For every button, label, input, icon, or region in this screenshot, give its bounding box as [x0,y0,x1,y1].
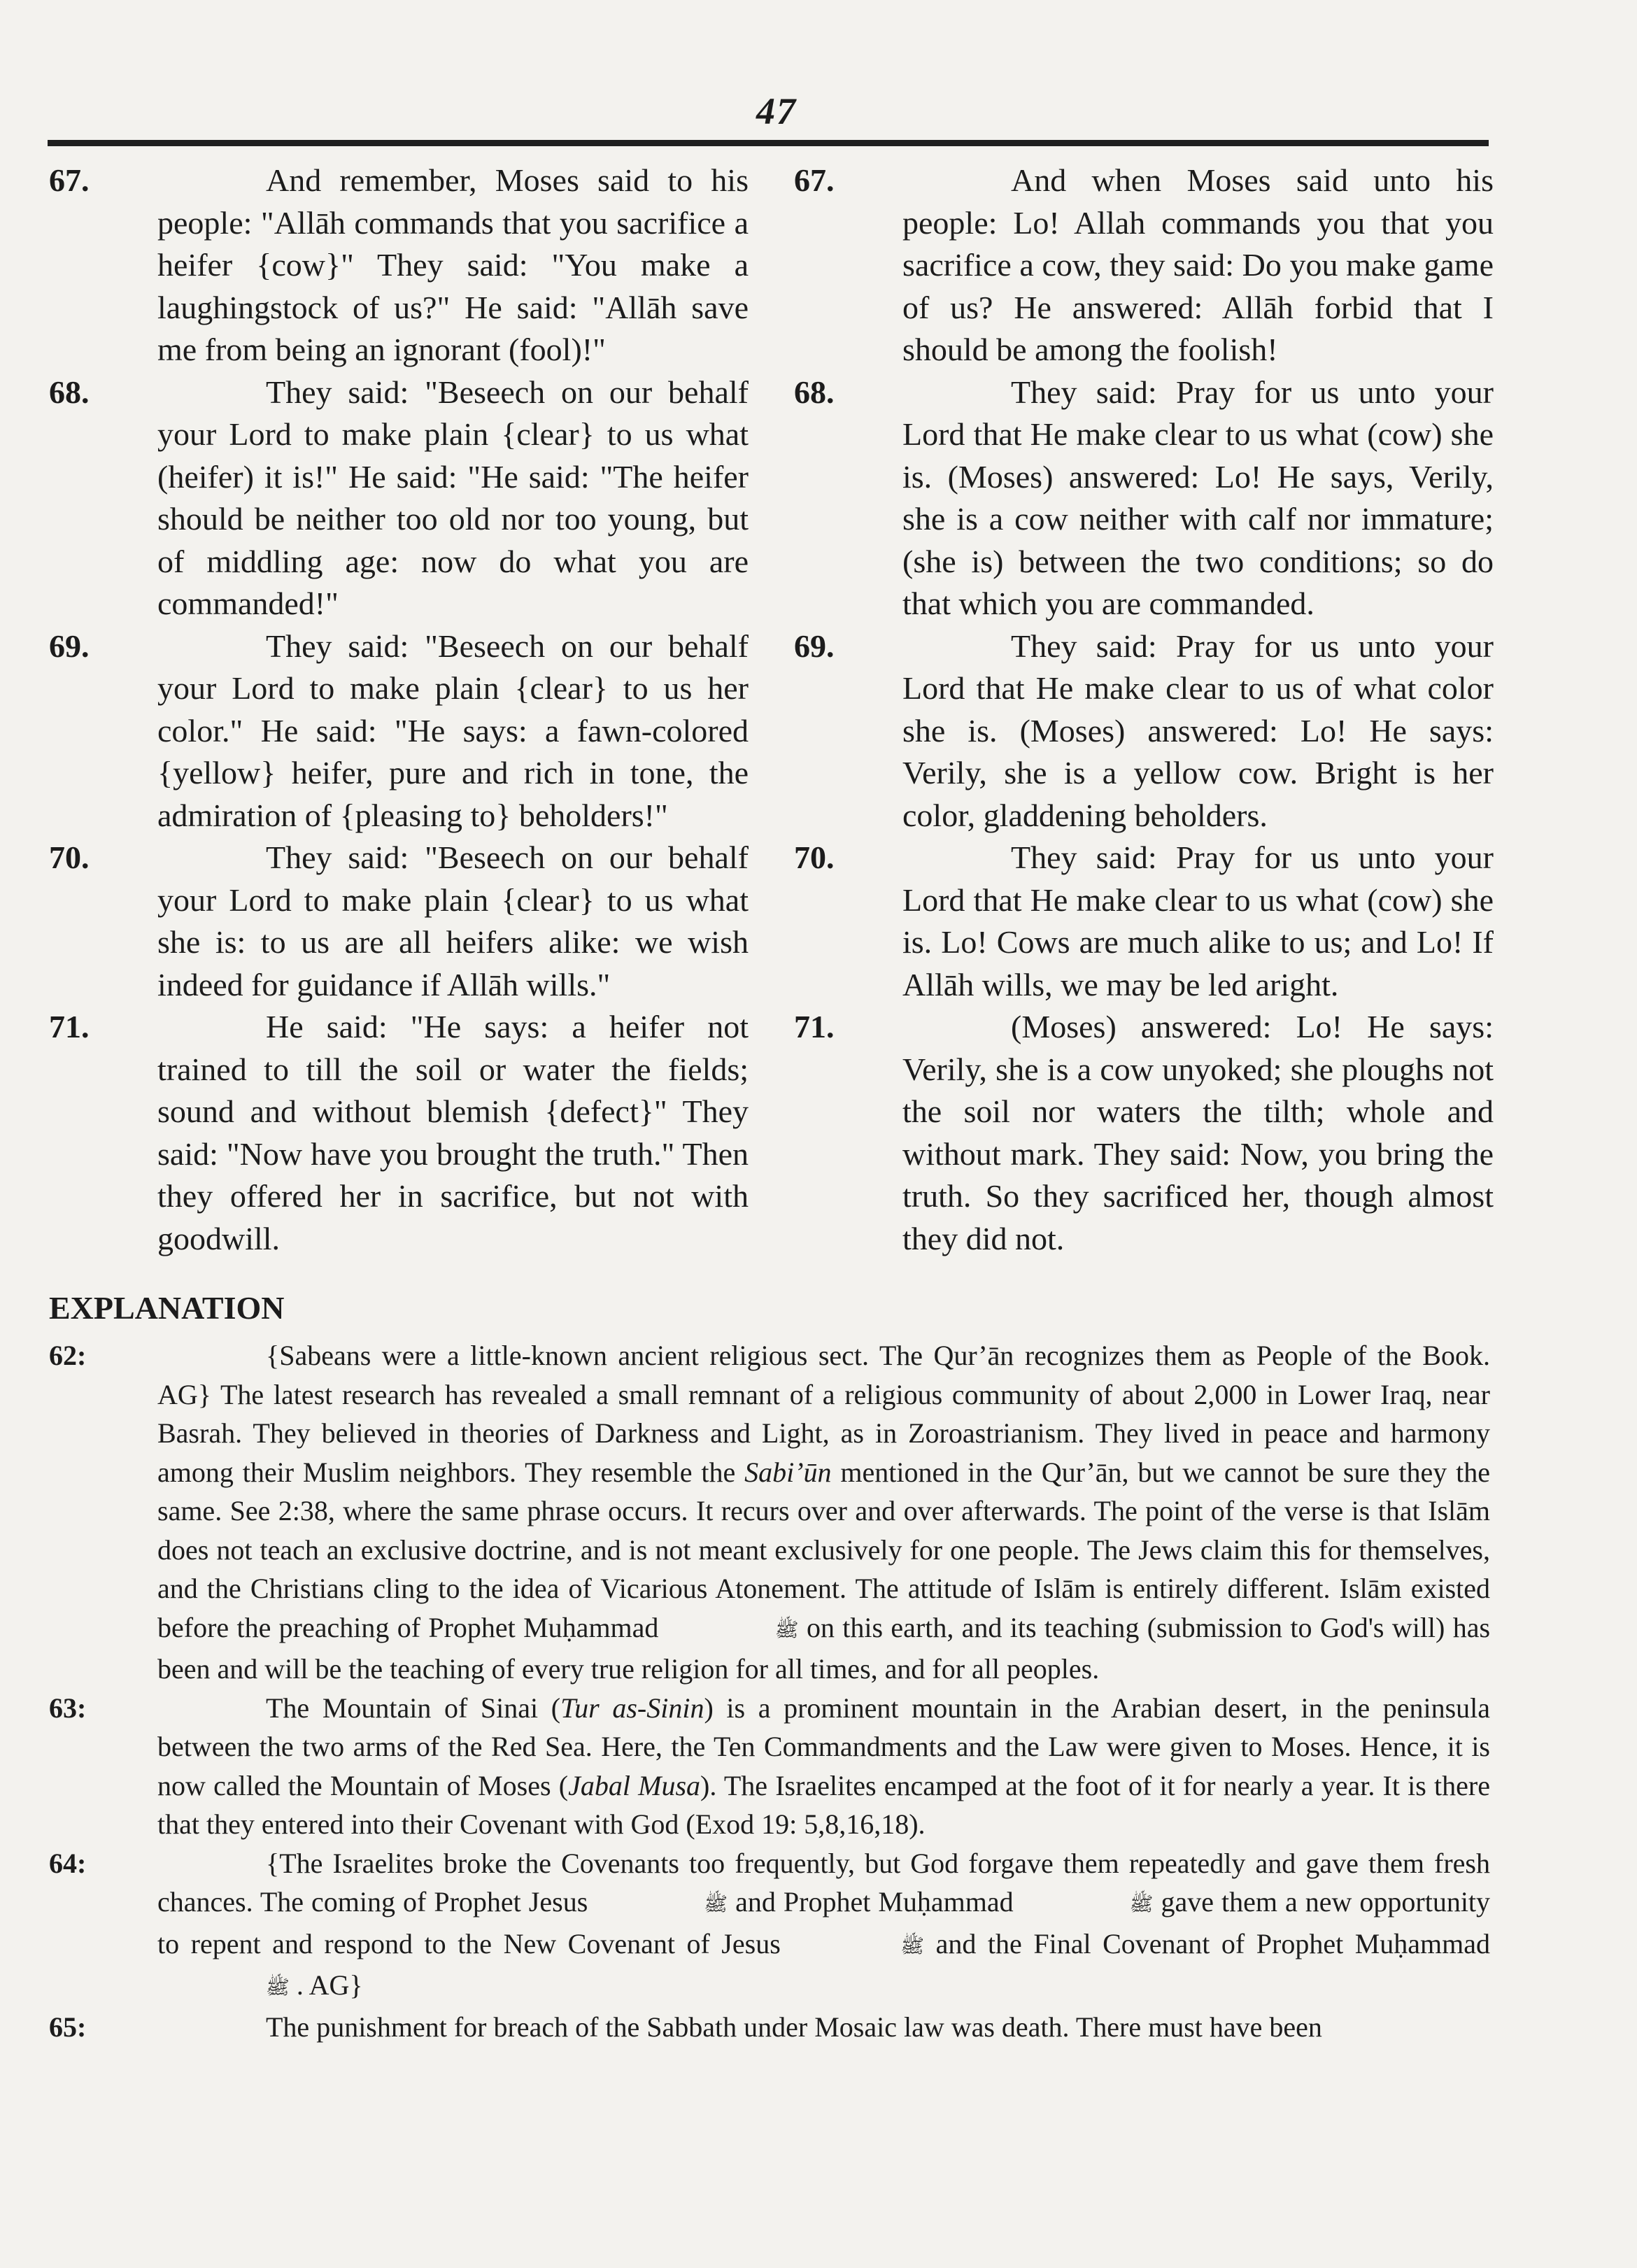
verse-right-67 [794,160,1494,371]
note-number: 64: [49,1847,87,1879]
page-number: 47 [756,90,797,132]
verse-left-68 [49,371,749,625]
verse-left-67 [49,160,749,371]
honorific-glyph-icon: ﷺ [266,1977,290,1999]
verse-text: They said: Pray for us unto your Lord that He make clear to us what (cow) she is. Lo! Cows are much alike to us; and Lo! If Allāh wills, we may be led aright. [902,839,1494,1002]
note-text-part: and Prophet Muḥammad [735,1886,1014,1918]
note-65 [49,2008,1490,2047]
verse-number: 67. [49,162,90,198]
note-number: 63: [49,1692,87,1724]
translation-column-right [794,160,1494,1260]
note-text-part: ). The Israelites encamped at the foot of it for nearly a year. It is there that they entered into their Covenant with God (Exod 19: 5,8,16,18). [157,1769,1490,1841]
note-text-part: mentioned in the Qur’ān, but we cannot be sure they the same. See 2:38, where the same phrase occurs. It recurs over and over afterwards. The point of the verse is that Islām does not teach an exclusive doctrine, and is not meant exclusively for one people. The Jews claim this for themselves, and the Christians cling to the idea of Vicarious Atonement. The attitude of Islām is entirely different. Islām existed before the preaching of Prophet Muḥammad [157,1456,1490,1643]
honorific-glyph-icon: ﷺ [1129,1894,1154,1916]
verse-number: 69. [49,628,90,664]
verse-text: And remember, Moses said to his people: "Allāh commands that you sacrifice a heifer {cow}" They said: "You make a laughingstock of us?" He said: "Allāh save me from being an ignorant (fool)!" [157,162,749,367]
header-rule [48,140,1489,146]
note-text-part: ) is a prominent mountain in the Arabian desert, in the peninsula between the two arms of the Red Sea. Here, the Ten Commandments and the Law were given to Moses. Hence, it is now called the Mountain of Moses ( [157,1692,1491,1801]
explanation-section [49,1289,1490,2046]
note-text-part: The Mountain of Sinai ( [266,1692,561,1724]
verse-text: They said: Pray for us unto your Lord that He make clear to us of what color she is. (Moses) answered: Lo! He says: Verily, she is a yellow cow. Bright is her color, gladdening beholders. [902,628,1494,833]
note-text-part: on this earth, and its teaching (submission to God's will) has been and will be the teaching of every true religion for all times, and for all peoples. [157,1611,1491,1685]
verse-number: 70. [794,839,835,875]
note-text-part: and the Final Covenant of Prophet Muḥammad [935,1927,1491,1959]
note-number: 62: [49,1340,87,1371]
note-text-part: . AG} [296,1969,363,2001]
note-text-part: {The Israelites broke the Covenants too frequently, but God forgave them repeatedly and gave them fresh chances. The coming of Prophet Jesus [157,1847,1490,1918]
verse-number: 69. [794,628,835,664]
honorific-glyph-icon: ﷺ [774,1619,799,1641]
verse-number: 68. [49,374,90,410]
verse-right-68 [794,371,1494,625]
honorific-glyph-icon: ﷺ [900,1935,925,1957]
verse-text: They said: "Beseech on our behalf your Lord to make plain {clear} to us what (heifer) it is!" He said: "He said: "The heifer should be neither too old nor too young, but of middling age: now do what you are commanded!" [157,374,749,621]
verse-text: They said: "Beseech on our behalf your Lord to make plain {clear} to us what she is: to us are all heifers alike: we wish indeed for guidance if Allāh wills." [157,839,749,1002]
honorific-glyph-icon: ﷺ [704,1894,728,1916]
note-number: 65: [49,2011,87,2043]
note-text [157,1844,1490,2008]
verse-number: 67. [794,162,835,198]
italic-term: Sabi’ūn [744,1456,832,1488]
verse-number: 68. [794,374,835,410]
explanation-heading: EXPLANATION [49,1290,285,1326]
verse-number: 71. [49,1009,90,1044]
verse-right-71 [794,1006,1494,1260]
verse-text: They said: Pray for us unto your Lord that He make clear to us what (cow) she is. (Moses) answered: Lo! He says, Verily, she is a cow neither with calf nor immature; (she is) between the two conditions; so do that which you are commanded. [902,374,1494,621]
note-64 [49,1844,1490,2008]
note-63 [49,1689,1490,1844]
italic-term: Jabal Musa [568,1769,701,1801]
note-62 [49,1336,1490,1689]
verse-left-71 [49,1006,749,1260]
note-text-part: {Sabeans were a little-known ancient religious sect. The Qur’ān recognizes them as People of the Book. AG} The latest research has revealed a small remnant of a religious community of about 2,000 in Lower Iraq, near Basrah. They believed in theories of Darkness and Light, as in Zoroastrianism. They lived in peace and harmony among their Muslim neighbors. They resemble the [157,1340,1490,1488]
italic-term: Tur as-Sinin [560,1692,704,1724]
translation-column-left [49,160,749,1260]
verse-number: 70. [49,839,90,875]
note-text [157,1336,1490,1689]
verse-right-70 [794,837,1494,1006]
verse-text: (Moses) answered: Lo! He says: Verily, she is a cow unyoked; she ploughs not the soil nor waters the tilth; whole and without mark. They said: Now, you bring the truth. So they sacrificed her, though almost they did not. [902,1009,1494,1256]
verse-number: 71. [794,1009,835,1044]
note-text: The punishment for breach of the Sabbath under Mosaic law was death. There must have been [266,2011,1322,2043]
verse-text: And when Moses said unto his people: Lo! Allah commands you that you sacrifice a cow, they said: Do you make game of us? He answered: Allāh forbid that I should be among the foolish! [902,162,1494,367]
verse-right-69 [794,625,1494,837]
verse-left-70 [49,837,749,1006]
note-text-part: gave them a new opportunity to repent and respond to the New Covenant of Jesus [157,1886,1491,1959]
verse-text: They said: "Beseech on our behalf your Lord to make plain {clear} to us her color." He said: "He says: a fawn-colored {yellow} heifer, pure and rich in tone, the admiration of {pleasing to} beholders!" [157,628,749,833]
note-text [157,1689,1490,1844]
verse-text: He said: "He says: a heifer not trained to till the soil or water the fields; sound and without blemish {defect}" They said: "Now have you brought the truth." Then they offered her in sacrifice, but not with goodwill. [157,1009,749,1256]
verse-left-69 [49,625,749,837]
